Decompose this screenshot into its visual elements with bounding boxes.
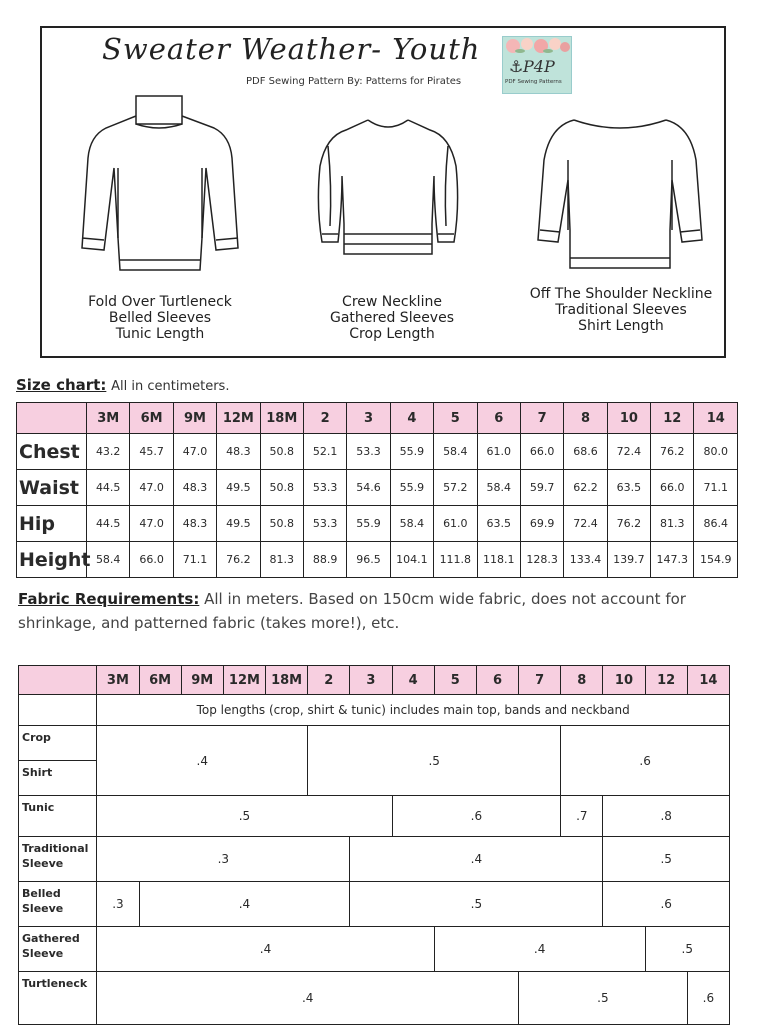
- fabric-value-cell: .6: [603, 882, 730, 927]
- table-row: [17, 434, 738, 470]
- size-chart-table: [16, 402, 738, 578]
- size-header: 6M: [130, 403, 173, 434]
- table-cell: 133.4: [564, 542, 607, 578]
- table-cell: 49.5: [217, 506, 260, 542]
- table-cell: 71.1: [173, 542, 216, 578]
- anchor-icon: ⚓: [509, 57, 524, 76]
- table-row: [19, 927, 730, 972]
- table-cell: 66.0: [651, 470, 694, 506]
- flower-icon: [503, 37, 571, 55]
- table-cell: 50.8: [260, 434, 303, 470]
- table-cell: 53.3: [347, 434, 390, 470]
- table-cell: 88.9: [303, 542, 346, 578]
- pattern-header-box: [40, 26, 726, 358]
- fabric-value-cell: .5: [519, 972, 688, 1025]
- fabric-value-cell: .8: [603, 796, 730, 837]
- table-cell: 50.8: [260, 506, 303, 542]
- size-header: 8: [561, 666, 603, 695]
- size-header: 10: [603, 666, 645, 695]
- table-cell: 55.9: [390, 434, 433, 470]
- size-chart-heading: [16, 376, 229, 394]
- size-header: 3: [347, 403, 390, 434]
- brand-logo: [502, 36, 572, 94]
- table-cell: 86.4: [694, 506, 738, 542]
- table-cell: 104.1: [390, 542, 433, 578]
- size-chart-note: All in centimeters.: [111, 379, 230, 394]
- fabric-value-cell: .5: [97, 796, 392, 837]
- table-row: [17, 542, 738, 578]
- size-header: 2: [308, 666, 350, 695]
- table-cell: 80.0: [694, 434, 738, 470]
- row-label-turtleneck: Turtleneck: [19, 972, 97, 1025]
- fabric-requirements-heading: [18, 587, 718, 635]
- table-cell: 48.3: [173, 506, 216, 542]
- table-cell: 128.3: [520, 542, 563, 578]
- table-cell: 53.3: [303, 470, 346, 506]
- row-label-waist: Waist: [17, 470, 87, 506]
- table-cell: 47.0: [130, 506, 173, 542]
- table-row: [17, 506, 738, 542]
- fabric-value-cell: .3: [97, 882, 139, 927]
- table-cell: 96.5: [347, 542, 390, 578]
- table-row: [19, 726, 730, 761]
- size-header: 12M: [223, 666, 265, 695]
- row-label-hip: Hip: [17, 506, 87, 542]
- fabric-value-cell: .5: [308, 726, 561, 796]
- size-header: 18M: [260, 403, 303, 434]
- row-label-gathered-sleeve: Gathered Sleeve: [19, 927, 97, 972]
- size-header: 3M: [87, 403, 130, 434]
- table-cell: 147.3: [651, 542, 694, 578]
- crew-neck-sweater-illustration: [290, 106, 486, 266]
- logo-text: P4P: [523, 57, 555, 76]
- table-cell: 58.4: [390, 506, 433, 542]
- fabric-size-header-row: [19, 666, 730, 695]
- pattern-title: Sweater Weather- Youth: [102, 32, 481, 66]
- size-header-row: [17, 403, 738, 434]
- fabric-value-cell: .4: [97, 927, 434, 972]
- table-cell: 48.3: [217, 434, 260, 470]
- fabric-value-cell: .3: [97, 837, 350, 882]
- row-label-chest: Chest: [17, 434, 87, 470]
- table-cell: 55.9: [390, 470, 433, 506]
- row-label-tunic: Tunic: [19, 796, 97, 837]
- garment-caption-2: Crew Neckline Gathered Sleeves Crop Length: [330, 294, 454, 342]
- off-shoulder-sweater-illustration: [522, 100, 718, 270]
- size-header: 5: [434, 403, 477, 434]
- table-cell: 63.5: [607, 470, 650, 506]
- table-cell: 49.5: [217, 470, 260, 506]
- table-corner: [19, 666, 97, 695]
- table-cell: 76.2: [651, 434, 694, 470]
- row-label-height: Height: [17, 542, 87, 578]
- row-label-traditional-sleeve: Traditional Sleeve: [19, 837, 97, 882]
- table-cell: 61.0: [434, 506, 477, 542]
- table-cell: 66.0: [130, 542, 173, 578]
- table-cell: 57.2: [434, 470, 477, 506]
- logo-caption: PDF Sewing Patterns: [505, 79, 562, 85]
- table-cell: 61.0: [477, 434, 520, 470]
- table-cell: 45.7: [130, 434, 173, 470]
- fabric-requirements-note: All in meters. Based on 150cm wide fabric, does not account for shrinkage, and patterned fabric (takes more!), etc.: [18, 590, 686, 632]
- fabric-value-cell: .4: [139, 882, 350, 927]
- garment-caption-1: Fold Over Turtleneck Belled Sleeves Tunic Length: [88, 294, 232, 342]
- fabric-value-cell: .7: [561, 796, 603, 837]
- fabric-value-cell: .6: [392, 796, 561, 837]
- fabric-value-cell: .4: [97, 726, 308, 796]
- size-header: 2: [303, 403, 346, 434]
- table-cell: 44.5: [87, 470, 130, 506]
- fabric-value-cell: .6: [687, 972, 729, 1025]
- fabric-requirements-table: [18, 665, 730, 1025]
- table-cell: 69.9: [520, 506, 563, 542]
- size-header: 6: [476, 666, 518, 695]
- size-header: 12: [645, 666, 687, 695]
- table-cell: 72.4: [607, 434, 650, 470]
- fabric-value-cell: .5: [645, 927, 729, 972]
- table-cell: 111.8: [434, 542, 477, 578]
- table-row: [19, 695, 730, 726]
- table-cell: 66.0: [520, 434, 563, 470]
- size-header: 14: [687, 666, 729, 695]
- fabric-value-cell: .5: [350, 882, 603, 927]
- table-cell: 81.3: [260, 542, 303, 578]
- table-cell: 43.2: [87, 434, 130, 470]
- size-header: 7: [519, 666, 561, 695]
- size-header: 3: [350, 666, 392, 695]
- table-cell: 58.4: [87, 542, 130, 578]
- table-cell: 44.5: [87, 506, 130, 542]
- table-cell: 63.5: [477, 506, 520, 542]
- table-row: [19, 796, 730, 837]
- size-header: 9M: [173, 403, 216, 434]
- row-label-shirt: Shirt: [19, 761, 97, 796]
- size-header: 12M: [217, 403, 260, 434]
- row-label-crop: Crop: [19, 726, 97, 761]
- table-cell: 71.1: [694, 470, 738, 506]
- table-row: [19, 837, 730, 882]
- size-header: 3M: [97, 666, 139, 695]
- table-cell: 58.4: [477, 470, 520, 506]
- pattern-subtitle: PDF Sewing Pattern By: Patterns for Pirates: [246, 76, 462, 87]
- table-cell: 62.2: [564, 470, 607, 506]
- fabric-value-cell: .5: [603, 837, 730, 882]
- garment-caption-3: Off The Shoulder Neckline Traditional Sleeves Shirt Length: [529, 286, 713, 334]
- table-cell: 55.9: [347, 506, 390, 542]
- row-label-belled-sleeve: Belled Sleeve: [19, 882, 97, 927]
- table-cell: 72.4: [564, 506, 607, 542]
- table-cell: 81.3: [651, 506, 694, 542]
- table-row: [19, 882, 730, 927]
- table-cell: 58.4: [434, 434, 477, 470]
- size-header: 4: [392, 666, 434, 695]
- table-cell: 154.9: [694, 542, 738, 578]
- fabric-value-cell: .6: [561, 726, 730, 796]
- size-header: 10: [607, 403, 650, 434]
- table-cell: 54.6: [347, 470, 390, 506]
- size-header: 14: [694, 403, 738, 434]
- size-header: 5: [434, 666, 476, 695]
- top-lengths-note: Top lengths (crop, shirt & tunic) includes main top, bands and neckband: [97, 695, 730, 726]
- table-cell: 47.0: [130, 470, 173, 506]
- table-cell: 118.1: [477, 542, 520, 578]
- fabric-requirements-label: Fabric Requirements:: [18, 590, 200, 608]
- fabric-value-cell: .4: [434, 927, 645, 972]
- fabric-value-cell: .4: [97, 972, 519, 1025]
- table-cell: 68.6: [564, 434, 607, 470]
- table-cell: 50.8: [260, 470, 303, 506]
- size-header: 9M: [181, 666, 223, 695]
- table-row: [17, 470, 738, 506]
- table-corner: [17, 403, 87, 434]
- size-header: 4: [390, 403, 433, 434]
- table-corner: [19, 695, 97, 726]
- size-chart-label: Size chart:: [16, 376, 107, 394]
- table-cell: 47.0: [173, 434, 216, 470]
- table-cell: 139.7: [607, 542, 650, 578]
- size-header: 8: [564, 403, 607, 434]
- table-cell: 52.1: [303, 434, 346, 470]
- table-cell: 53.3: [303, 506, 346, 542]
- size-header: 12: [651, 403, 694, 434]
- table-cell: 76.2: [217, 542, 260, 578]
- table-cell: 76.2: [607, 506, 650, 542]
- turtleneck-sweater-illustration: [66, 88, 252, 288]
- size-header: 18M: [266, 666, 308, 695]
- size-header: 7: [520, 403, 563, 434]
- fabric-value-cell: .4: [350, 837, 603, 882]
- table-row: [19, 972, 730, 1025]
- table-cell: 59.7: [520, 470, 563, 506]
- size-header: 6: [477, 403, 520, 434]
- size-header: 6M: [139, 666, 181, 695]
- table-cell: 48.3: [173, 470, 216, 506]
